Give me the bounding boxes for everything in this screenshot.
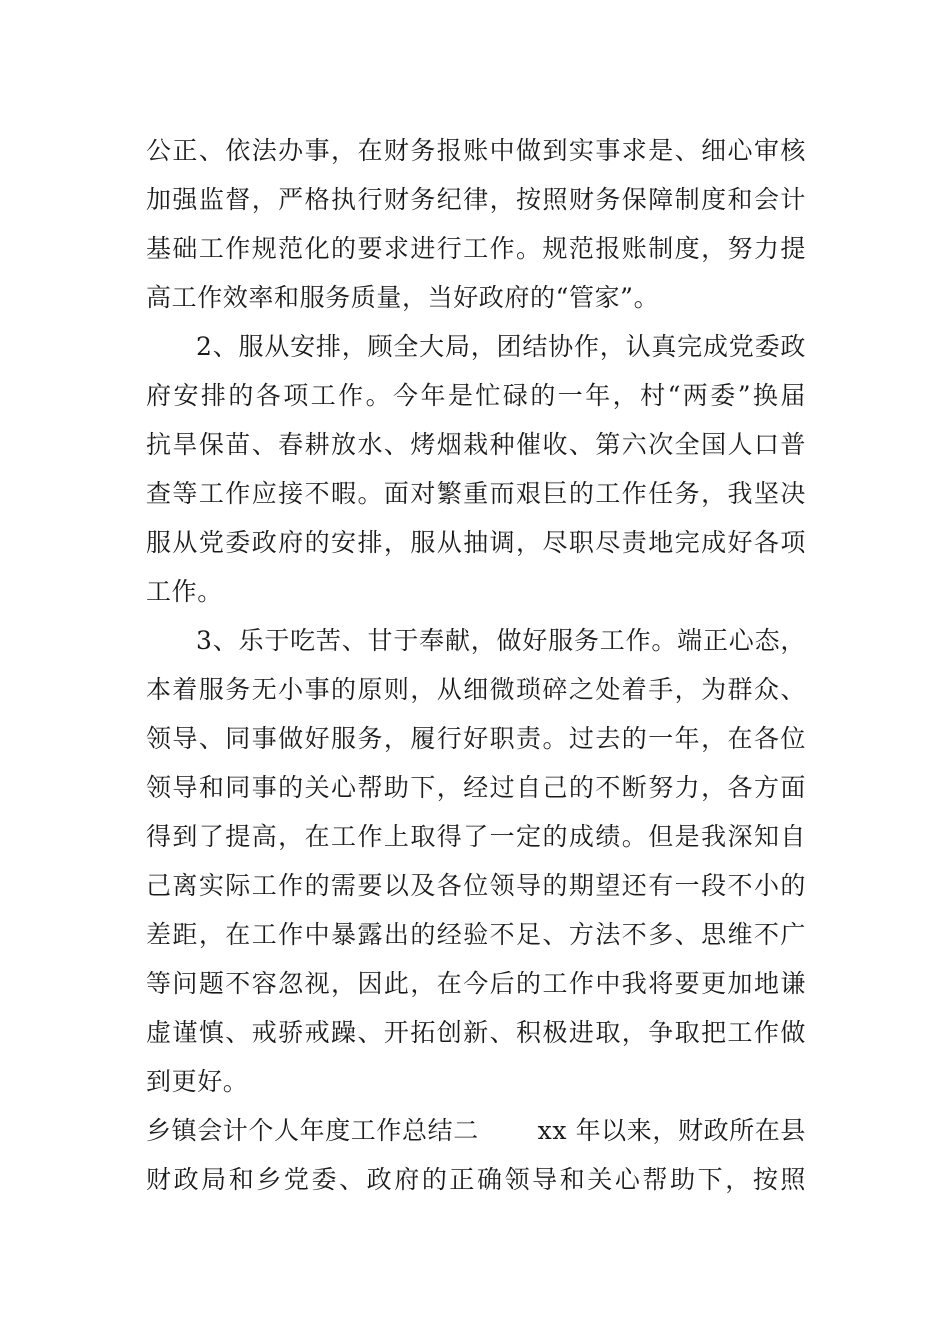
text-line: 府安排的各项工作。今年是忙碌的一年，村“两委”换届 — [146, 381, 806, 410]
paragraph-3 — [146, 616, 806, 1106]
text-line: 差距，在工作中暴露出的经验不足、方法不多、思维不广 — [146, 920, 806, 949]
text-line: 得到了提高，在工作上取得了一定的成绩。但是我深知自 — [146, 822, 806, 851]
text-line: 高工作效率和服务质量，当好政府的“管家”。 — [146, 283, 660, 312]
heading-gap — [483, 1106, 533, 1155]
paragraph-2 — [146, 322, 806, 616]
text-line: 2、服从安排，顾全大局，团结协作，认真完成党委政 — [196, 332, 806, 361]
text-line: 虚谨慎、戒骄戒躁、开拓创新、积极进取，争取把工作做 — [146, 1018, 806, 1047]
text-line: 查等工作应接不暇。面对繁重而艰巨的工作任务，我坚决 — [146, 479, 806, 508]
text-line: 加强监督，严格执行财务纪律，按照财务保障制度和会计 — [146, 185, 806, 214]
text-line: 己离实际工作的需要以及各位领导的期望还有一段不小的 — [146, 871, 806, 900]
section-heading-line — [146, 1106, 806, 1155]
paragraph-1 — [146, 126, 806, 322]
text-line: 财政局和乡党委、政府的正确领导和关心帮助下，按照 — [146, 1165, 806, 1194]
document-body — [146, 126, 806, 1204]
paragraph-4 — [146, 1155, 806, 1204]
text-line: 等问题不容忽视，因此，在今后的工作中我将要更加地谦 — [146, 969, 806, 998]
text-line: 服从党委政府的安排，服从抽调，尽职尽责地完成好各项 — [146, 528, 806, 557]
section-intro: xx 年以来，财政所在县 — [537, 1116, 806, 1145]
text-line: 领导和同事的关心帮助下，经过自己的不断努力，各方面 — [146, 773, 806, 802]
section-title: 乡镇会计个人年度工作总结二 — [146, 1116, 479, 1145]
text-line: 领导、同事做好服务，履行好职责。过去的一年，在各位 — [146, 724, 806, 753]
text-line: 抗旱保苗、春耕放水、烤烟栽种催收、第六次全国人口普 — [146, 430, 806, 459]
text-line: 公正、依法办事，在财务报账中做到实事求是、细心审核 — [146, 136, 806, 165]
text-line: 3、乐于吃苦、甘于奉献，做好服务工作。端正心态， — [196, 626, 806, 655]
text-line: 工作。 — [146, 577, 223, 606]
text-line: 到更好。 — [146, 1067, 249, 1096]
text-line: 本着服务无小事的原则，从细微琐碎之处着手，为群众、 — [146, 675, 806, 704]
text-line: 基础工作规范化的要求进行工作。规范报账制度，努力提 — [146, 234, 806, 263]
